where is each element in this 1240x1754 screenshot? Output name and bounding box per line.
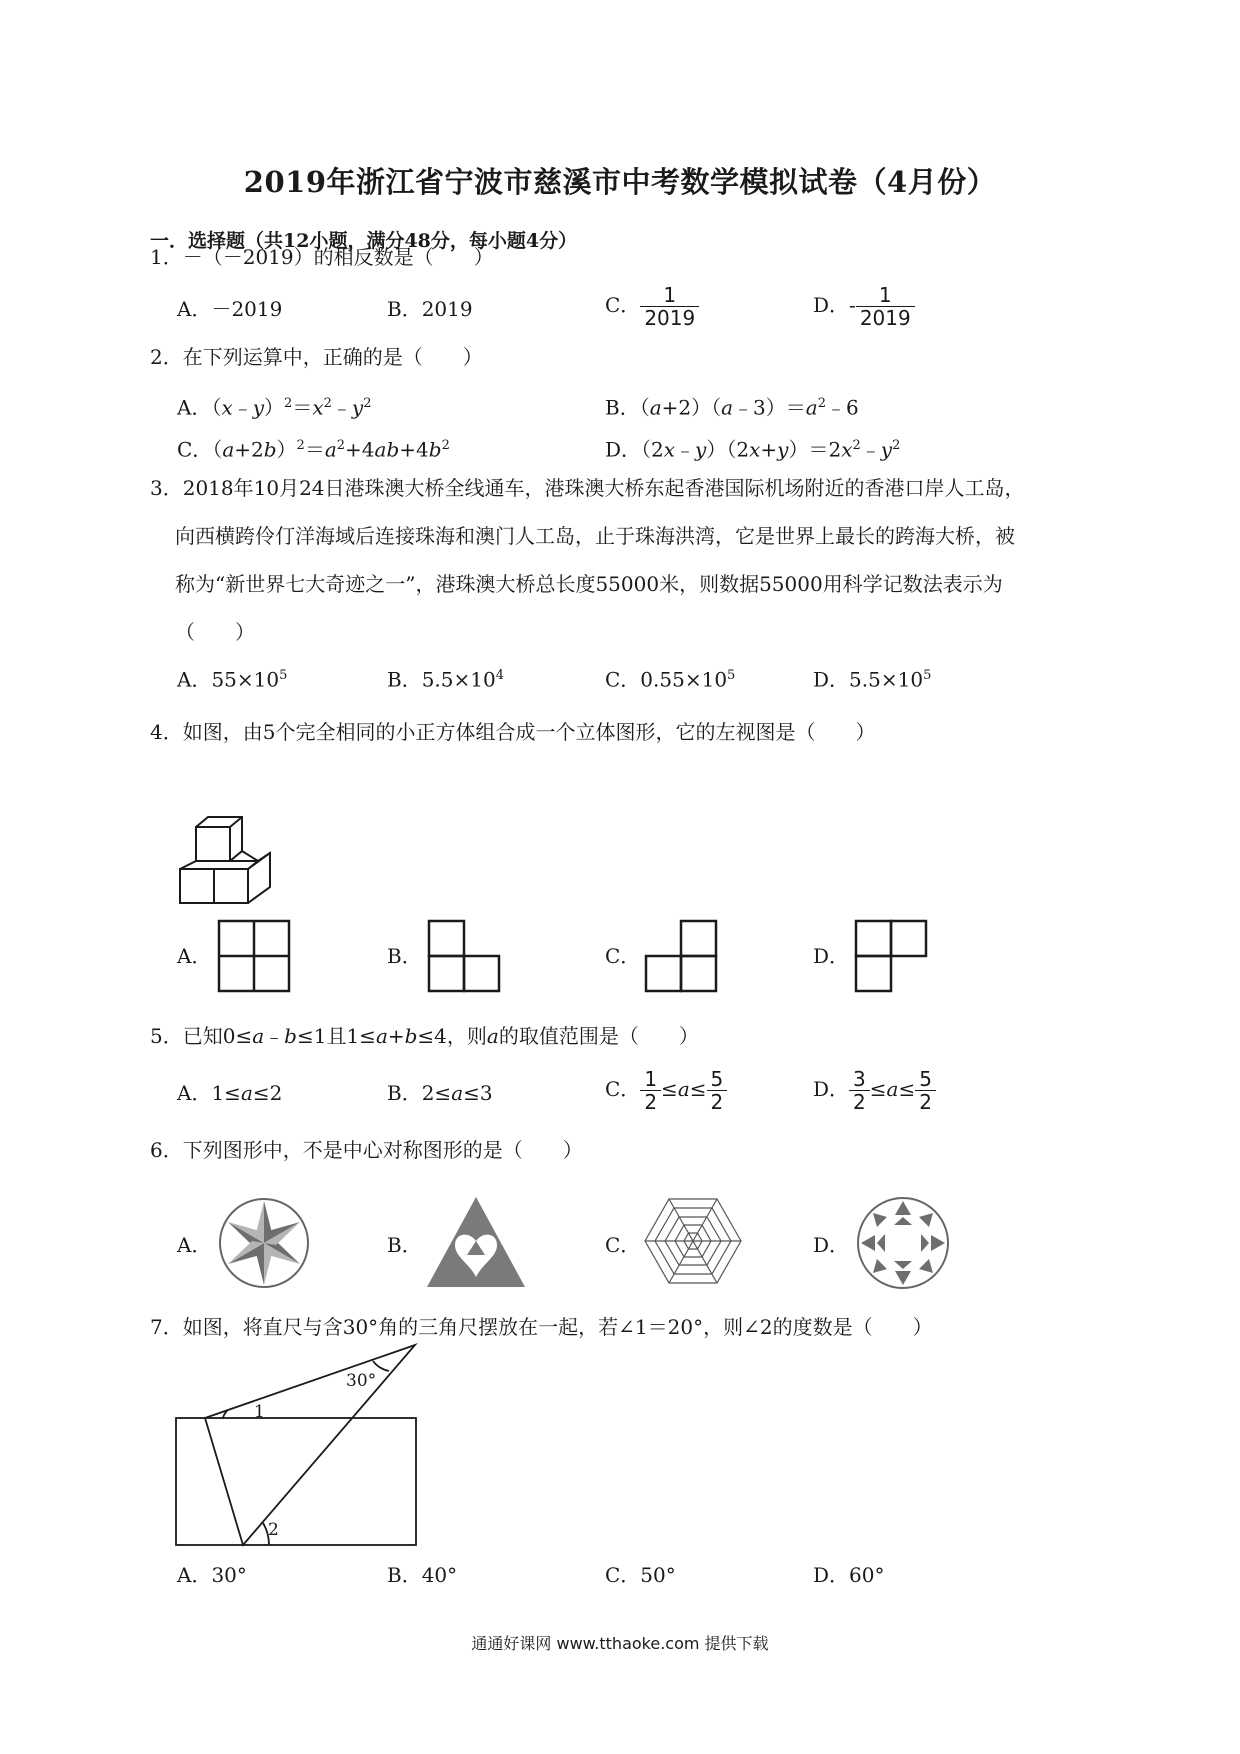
question-3-line-3: 称为“新世界七大奇迹之一”，港珠澳大桥总长度55000米，则数据55000用科学记数法表示为	[175, 572, 1003, 596]
question-2-option-c: C．$(a+2b)^2=a^2+4ab+4b^2$	[177, 437, 450, 462]
view-l-shape-left-icon	[428, 920, 500, 992]
fraction: $\frac{1}{2019}$	[640, 284, 699, 329]
question-4-stem: 4．如图，由5个完全相同的小正方体组合成一个立体图形，它的左视图是（ ）	[150, 720, 876, 744]
question-5-option-c: C． $\frac{1}{2}$ ≤a≤ $\frac{5}{2}$	[605, 1068, 727, 1113]
question-1-option-b: B．2019	[387, 297, 473, 321]
view-l-shape-top-icon	[855, 920, 927, 992]
question-4-option-a-label: A．	[177, 944, 212, 968]
question-6-option-d-label: D．	[813, 1233, 850, 1257]
question-1-stem: 1．－（－2019）的相反数是（ ）	[150, 245, 494, 269]
question-2-option-b: B．$(a+2)(a﹣3)=a^2﹣6$	[605, 395, 859, 420]
angle-30-label: 30°	[346, 1371, 377, 1391]
triangle-with-heart-icon	[425, 1195, 527, 1289]
view-l-shape-right-icon	[645, 920, 717, 992]
ruler-triangle-figure	[175, 1343, 435, 1548]
question-2-option-d: D．$(2x﹣y)(2x+y)=2x^2﹣y^2$	[605, 437, 901, 462]
question-5-option-d: D． $\frac{3}{2}$ ≤a≤ $\frac{5}{2}$	[813, 1068, 936, 1113]
section-heading: 一．选择题（共12小题，满分48分，每小题4分）	[150, 230, 578, 252]
question-7-option-a: A．30°	[177, 1563, 247, 1587]
question-7-option-d: D．60°	[813, 1563, 885, 1587]
angle-2-label: 2	[268, 1520, 279, 1540]
question-6-option-a-label: A．	[177, 1233, 212, 1257]
question-7-option-b: B．40°	[387, 1563, 458, 1587]
question-4-option-d-label: D．	[813, 944, 850, 968]
question-3-line-4: （ ）	[175, 620, 255, 644]
question-1-option-c: C． $\frac{1}{2019}$	[605, 284, 699, 329]
angle-1-label: 1	[254, 1402, 265, 1422]
view-grid-four-squares-icon	[218, 920, 290, 992]
question-6-option-c-label: C．	[605, 1233, 641, 1257]
question-2-stem: 2．在下列运算中，正确的是（ ）	[150, 345, 483, 369]
question-4-option-c-label: C．	[605, 944, 641, 968]
question-3-line-1: 3．2018年10月24日港珠澳大桥全线通车，港珠澳大桥东起香港国际机场附近的香港口岸人工岛，	[150, 476, 1025, 500]
question-2-option-a: A．$(x﹣y)^2=x^2﹣y^2$	[177, 395, 372, 420]
question-3-option-a: A．$55\times 10^5$	[177, 667, 288, 692]
question-5-option-b: B．2≤a≤3	[387, 1081, 493, 1105]
question-7-option-c: C．50°	[605, 1563, 676, 1587]
cube-stack-figure	[178, 815, 288, 905]
footer-download-note: 通通好课网 www.tthaoke.com 提供下载	[471, 1634, 769, 1653]
question-1-option-a: A．－2019	[177, 297, 283, 321]
page-title: 2019年浙江省宁波市慈溪市中考数学模拟试卷（4月份）	[243, 165, 997, 199]
octagonal-triangle-ring-icon	[855, 1195, 951, 1291]
question-5-option-a: A．1≤a≤2	[177, 1081, 283, 1105]
question-6-option-b-label: B．	[387, 1233, 422, 1257]
question-3-option-b: B．$5.5\times 10^4$	[387, 667, 504, 692]
question-3-line-2: 向西横跨伶仃洋海域后连接珠海和澳门人工岛，止于珠海洪湾，它是世界上最长的跨海大桥，被	[175, 524, 1015, 548]
question-4-option-b-label: B．	[387, 944, 422, 968]
fraction: $\frac{1}{2019}$	[856, 284, 915, 329]
six-point-star-circle-icon	[216, 1195, 312, 1291]
question-1-option-d: D．- $\frac{1}{2019}$	[813, 284, 915, 329]
question-3-option-c: C．$0.55\times 10^5$	[605, 667, 736, 692]
question-5-stem: 5．已知0≤a﹣b≤1且1≤a+b≤4，则a的取值范围是（ ）	[150, 1024, 699, 1048]
question-6-stem: 6．下列图形中，不是中心对称图形的是（ ）	[150, 1138, 583, 1162]
question-7-stem: 7．如图，将直尺与含30°角的三角尺摆放在一起，若∠1＝20°，则∠2的度数是（ ）	[150, 1315, 933, 1339]
hexagon-web-icon	[643, 1193, 743, 1289]
question-3-option-d: D．$5.5\times 10^5$	[813, 667, 932, 692]
